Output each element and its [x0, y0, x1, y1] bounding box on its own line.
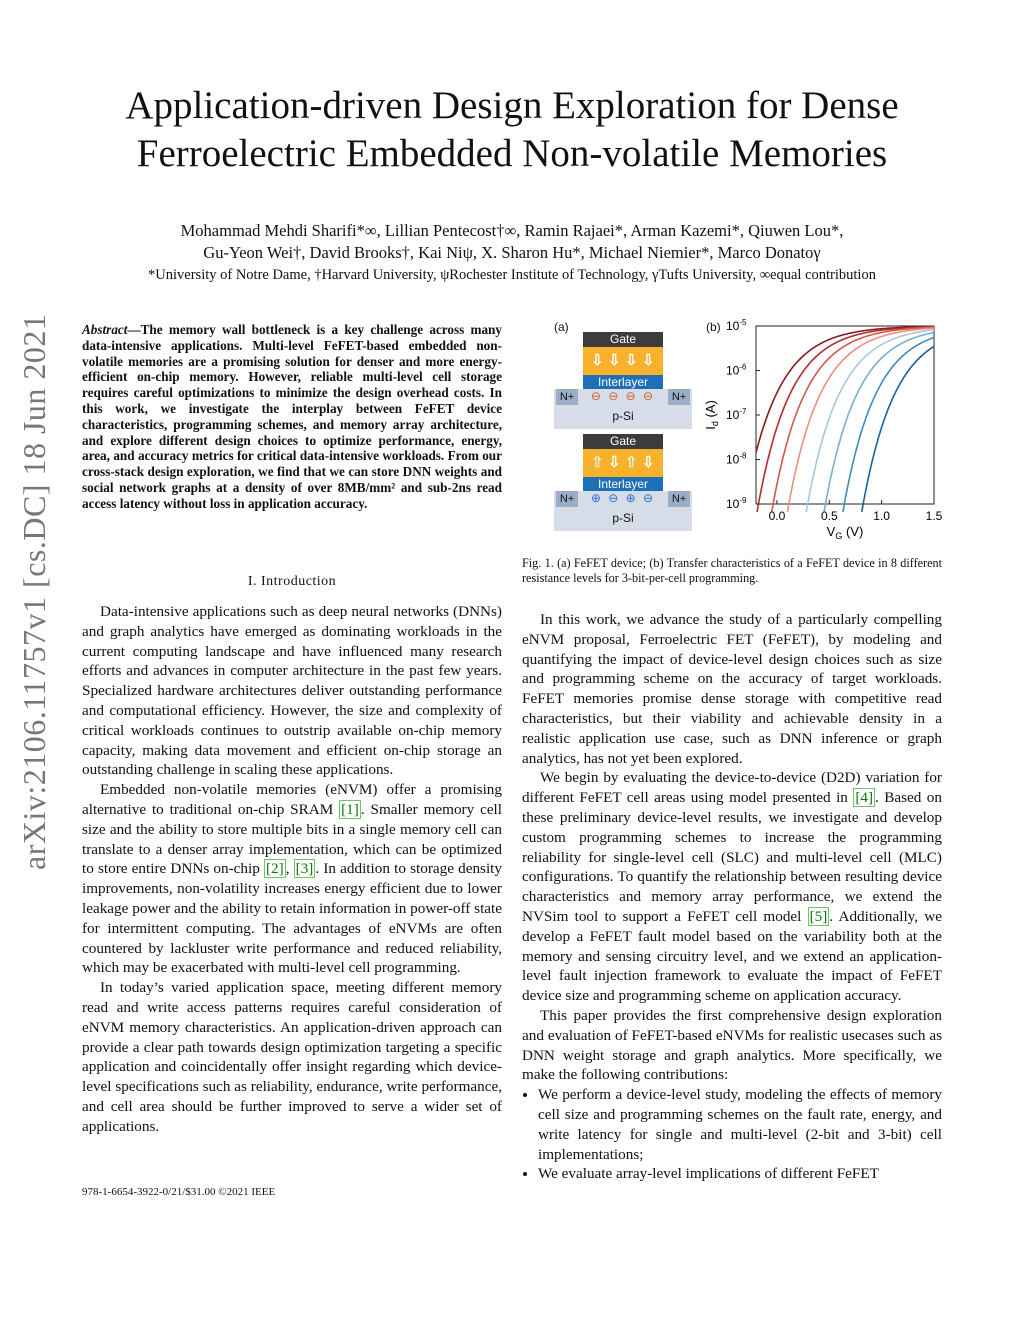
- paragraph-text: . Additionally, we develop a FeFET fault model based on the variability both at the memory and sensing circuitry level, and we extend an application-level fault injection framework to evaluate the impact of FeFET device size and programming scheme on application accuracy.: [522, 907, 942, 1005]
- right-body: [522, 610, 942, 1184]
- body-paragraph: [522, 768, 942, 1006]
- author-block: [60, 220, 964, 286]
- fefet-device-bottom: [554, 434, 692, 531]
- drain-label: N+: [668, 389, 690, 405]
- x-tick-label: 0.0: [768, 509, 786, 523]
- source-label: N+: [556, 491, 578, 507]
- substrate: [554, 389, 692, 429]
- paper-title: [70, 82, 954, 178]
- citation-link[interactable]: [5]: [809, 907, 828, 925]
- panel-a-label: (a): [554, 320, 569, 334]
- fefet-device-top: [554, 332, 692, 429]
- body-paragraph: [522, 610, 942, 768]
- polarization-down-icon: ⇩: [591, 352, 604, 369]
- polarization-down-icon: ⇩: [625, 352, 638, 369]
- abstract-label: Abstract: [82, 322, 128, 337]
- polarization-up-icon: ⇧: [591, 454, 604, 471]
- citation-link[interactable]: [3]: [295, 860, 314, 878]
- panel-b-label: (b): [706, 320, 721, 334]
- interlayer-label: Interlayer: [583, 477, 663, 491]
- series-curve-level-8: [862, 346, 934, 512]
- x-tick-label: 1.0: [873, 509, 890, 523]
- contributions-list: [522, 1085, 942, 1184]
- contribution-item: • We perform a device-level study, modeling the effects of memory cell size and programming schemes on the fault rate, energy, and write latency for single and multi-level (2-bit and 3-bit) cell implementations;: [538, 1085, 942, 1164]
- series-curve-level-5: [806, 330, 934, 512]
- x-axis-label: $V_G$ (V): [826, 524, 864, 541]
- paragraph-text: Embedded non-volatile memories (eNVM) offer a promising alternative to traditional on-chip SRAM: [82, 781, 502, 818]
- polarization-down-icon: ⇩: [608, 454, 621, 471]
- citation-link[interactable]: [2]: [265, 860, 284, 878]
- title-line-1: Application-driven Design Exploration for Dense: [125, 84, 899, 127]
- y-tick-label: $10^{-8}$: [726, 451, 747, 467]
- contribution-item: • We evaluate array-level implications of different FeFET: [538, 1164, 942, 1184]
- series-curve-level-3: [772, 327, 934, 512]
- section-heading: I. Introduction: [247, 574, 337, 589]
- drain-label: N+: [668, 491, 690, 507]
- polarization-down-icon: ⇩: [642, 352, 655, 369]
- authors-line-1: Mohammad Mehdi Sharifi*∞, Lillian Pentecost†∞, Ramin Rajaei*, Arman Kazemi*, Qiuwen Lou*,: [180, 221, 844, 240]
- citation-link[interactable]: [1]: [341, 800, 359, 818]
- intro-paragraph: [82, 978, 502, 1136]
- polarization-down-icon: ⇩: [608, 352, 621, 369]
- x-tick-label: 0.5: [820, 509, 838, 523]
- paragraph-text: . Smaller memory cell size and the ability to store multiple bits in a single memory cell can translate to a denser array implementation, which can be optimized to store entire DNNs on-chip: [82, 800, 502, 878]
- p-si-label: p-Si: [612, 409, 634, 423]
- source-label: N+: [556, 389, 578, 405]
- intro-paragraph: [82, 780, 502, 978]
- paragraph-text: Data-intensive applications such as deep neural networks (DNNs) and graph analytics have emerged as dominating workloads in the current computing landscape and have influenced many research efforts and advances in computer architecture in the past few years. Specialized hardware architectures deliver outstanding performance and computational efficiency. However, the size and complexity of critical workloads continues to outstrip available on-chip memory capacity, making data movement and efficient on-chip storage an outstanding challenge in scaling these applications.: [82, 603, 502, 779]
- gate-label: Gate: [583, 332, 663, 347]
- affiliations: *University of Notre Dame, †Harvard University, ψRochester Institute of Technology, γTufts University, ∞equal contribution: [148, 267, 876, 283]
- intro-paragraph: [82, 602, 502, 780]
- body-paragraph: [522, 1006, 942, 1085]
- substrate: [554, 491, 692, 531]
- channel-charges: ⊕ ⊖ ⊕ ⊖: [590, 491, 656, 505]
- abstract: [82, 322, 502, 512]
- polarization-down-icon: ⇩: [642, 454, 655, 471]
- arxiv-side-label: arXiv:2106.11757v1 [cs.DC] 18 Jun 2021: [16, 313, 52, 870]
- paragraph-text: This paper provides the first comprehensive design exploration and evaluation of FeFET-based eNVMs for realistic usecases such as DNN weight storage and graph analytics. More specifically, we make the following contributions:: [522, 1006, 942, 1084]
- y-tick-label: $10^{-9}$: [726, 496, 747, 511]
- polarization-up-icon: ⇧: [625, 454, 638, 471]
- series-curve-level-2: [757, 327, 934, 512]
- paragraph-text: In this work, we advance the study of a particularly compelling eNVM proposal, Ferroelectric FET (FeFET), by modeling and quantifying the impact of device-level design choices such as size and programming scheme on the accuracy of target workloads. FeFET memories promise dense storage with competitive read characteristics, but their viability and achievable density in a realistic application use case, such as DNN inference or graph analytics, has not yet been explored.: [522, 611, 942, 767]
- p-si-label: p-Si: [612, 511, 634, 525]
- y-axis-label: $I_d$ (A): [703, 400, 720, 430]
- y-tick-label: $10^{-6}$: [726, 362, 747, 378]
- paragraph-text: . In addition to storage density improvements, non-volatility increases energy efficient due to lower leakage power and the ability to retain information in power-off state for intermittent computing. The advantages of eNVMs are often countered by lackluster write performance and reduced reliability, which may be exacerbated with multi-level cell programming.: [82, 860, 502, 977]
- paragraph-text: . Based on these preliminary device-level results, we investigate and develop custom programming schemes to increase the programming reliability for single-level cell (SLC) and multi-level cell (MLC) configurations. To quantify the relationship between resulting device characteristics and memory array performance, we extend the NVSim tool to support a FeFET cell model: [522, 789, 942, 925]
- abstract-text: —The memory wall bottleneck is a key challenge across many data-intensive applications. Multi-level FeFET-based embedded non-volatile memories are a promising solution for denser and more energy-efficient on-chip memory. However, reliable multi-level cell storage requires careful optimizations to minimize the design overhead costs. In this work, we investigate the interplay between FeFET device characteristics, programming schemes, and memory array architecture, and explore different design choices to optimize performance, energy, area, and accuracy metrics for critical data-intensive workloads. From our cross-stack design exploration, we find that we can store DNN weights and social network graphs at a density of over 8MB/mm² and sub-2ns read access latency without loss in application accuracy.: [82, 322, 502, 511]
- y-tick-label: $10^{-5}$: [726, 318, 747, 333]
- citation-link[interactable]: [4]: [855, 789, 874, 807]
- authors-line-2: Gu-Yeon Wei†, David Brooks†, Kai Niψ, X. Sharon Hu*, Michael Niemier*, Marco Donatoγ: [203, 243, 821, 262]
- interlayer-label: Interlayer: [583, 375, 663, 389]
- copyright-footer: 978-1-6654-3922-0/21/$31.00 ©2021 IEEE: [82, 1186, 276, 1198]
- y-tick-label: $10^{-7}$: [726, 407, 747, 422]
- x-tick-label: 1.5: [925, 509, 943, 523]
- paragraph-text: We begin by evaluating the device-to-device (D2D) variation for different FeFET cell areas using model presented in: [522, 769, 942, 807]
- gate-label: Gate: [583, 434, 663, 449]
- paragraph-text: In today’s varied application space, meeting different memory read and write access patterns requires careful consideration of eNVM memory characteristics. An application-driven approach can provide a clear path towards design optimization targeting a specific application and coincidentally offer insight regarding which device-level specifications such as reliability, endurance, write performance, and cell area should be further improved to serve a wider set of applications.: [82, 979, 502, 1135]
- ferroelectric-layer: [583, 347, 663, 375]
- ferroelectric-layer: [583, 449, 663, 477]
- series-curve-level-4: [787, 328, 934, 512]
- figure-caption: Fig. 1. (a) FeFET device; (b) Transfer characteristics of a FeFET device in 8 different resistance levels for 3-bit-per-cell programming.: [522, 556, 942, 585]
- left-body: [82, 602, 502, 1137]
- channel-charges: ⊖ ⊖ ⊖ ⊖: [590, 389, 656, 403]
- transfer-characteristics-chart: [700, 318, 943, 550]
- series-curve-level-7: [843, 338, 934, 513]
- title-line-2: Ferroelectric Embedded Non-volatile Memories: [136, 132, 888, 175]
- paragraph-text: ,: [285, 860, 294, 878]
